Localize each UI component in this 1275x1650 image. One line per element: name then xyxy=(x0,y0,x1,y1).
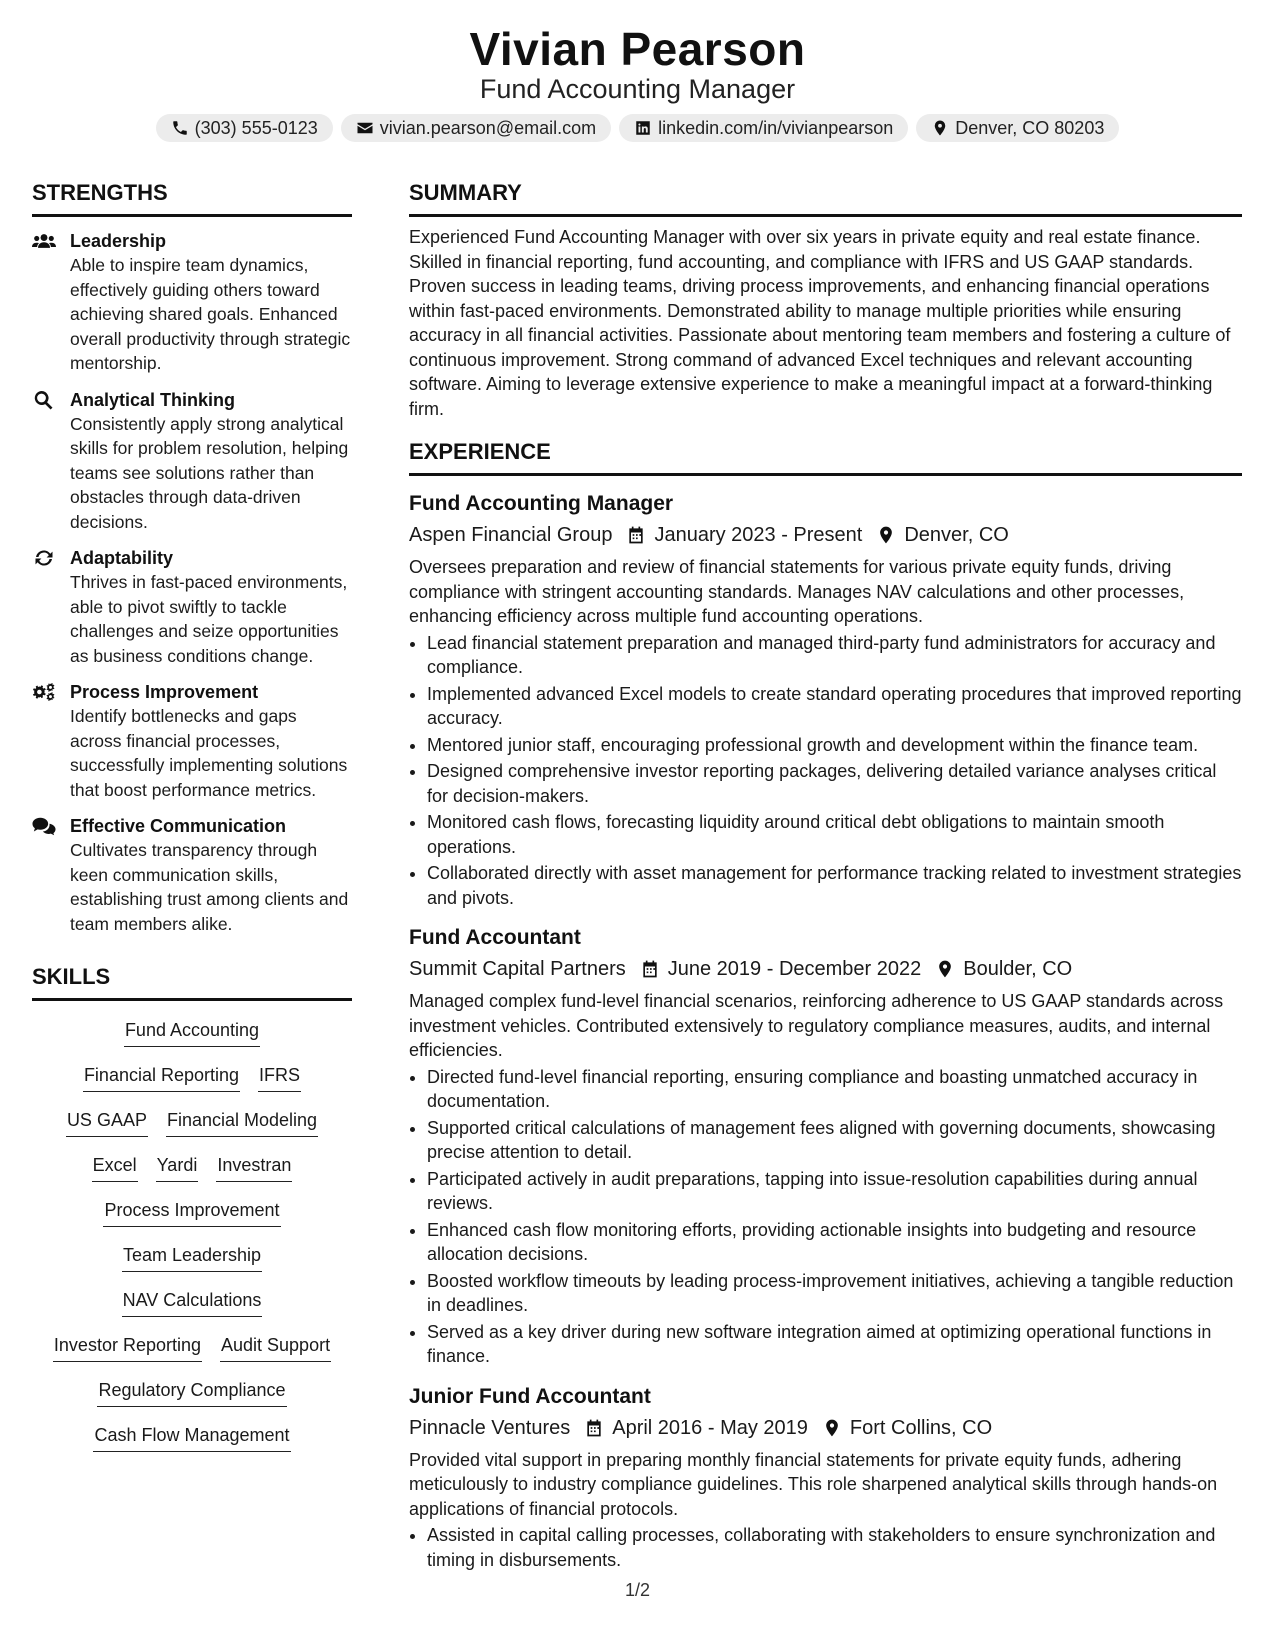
left-column xyxy=(32,178,352,1463)
skill-row xyxy=(66,1103,318,1148)
strength-desc: Thrives in fast-paced environments, able to pivot swiftly to tackle challenges and seize opportunities as business conditions change. xyxy=(70,572,348,666)
job-entry xyxy=(409,1383,1242,1573)
strength-desc: Consistently apply strong analytical skills for problem resolution, helping teams see solutions rather than obstacles through data-driven decisions. xyxy=(70,413,349,532)
gears-icon xyxy=(32,682,56,702)
skill-tag: Financial Modeling xyxy=(166,1109,318,1137)
map-pin-icon xyxy=(935,959,955,979)
job-bullet: • Supported critical calculations of management fees aligned with governing documents, showcasing precise attention to detail. xyxy=(427,1116,1242,1165)
skill-row xyxy=(122,1283,263,1328)
contact-email-text: vivian.pearson@email.com xyxy=(379,117,597,138)
skill-tag: Process Improvement xyxy=(103,1199,280,1227)
users-icon xyxy=(32,231,56,251)
job-title: Fund Accountant xyxy=(409,926,581,949)
skill-row xyxy=(122,1238,262,1283)
job-bullet: • Mentored junior staff, encouraging professional growth and development within the finance team. xyxy=(427,733,1242,758)
job-entry xyxy=(409,924,1242,1369)
summary-heading: SUMMARY xyxy=(409,178,1242,217)
strength-title: Leadership xyxy=(70,231,167,251)
skill-tag: NAV Calculations xyxy=(122,1289,263,1317)
job-meta xyxy=(409,521,1242,549)
skill-row xyxy=(92,1148,293,1193)
linkedin-icon xyxy=(634,119,652,137)
job-company: Pinnacle Ventures xyxy=(409,1416,571,1439)
strength-item xyxy=(32,814,352,936)
map-pin-icon xyxy=(931,119,949,137)
page-number: 1/2 xyxy=(624,1580,651,1600)
job-bullet: • Monitored cash flows, forecasting liquidity around critical debt obligations to maintain smooth operations. xyxy=(427,810,1242,859)
job-title: Junior Fund Accountant xyxy=(409,1384,651,1408)
job-company: Summit Capital Partners xyxy=(409,958,626,980)
job-bullets xyxy=(409,631,1242,911)
job-bullet: • Boosted workflow timeouts by leading process-improvement initiatives, achieving a tangible reduction in deadlines. xyxy=(427,1269,1242,1318)
skill-tag: Cash Flow Management xyxy=(93,1424,290,1452)
job-description: Oversees preparation and review of financial statements for various private equity funds, driving compliance with stringent accounting standards. Manages NAV calculations and other processes, enhancing efficiency across multiple fund accounting operations. xyxy=(409,557,1185,626)
contact-email[interactable] xyxy=(341,114,611,142)
skill-row xyxy=(97,1373,286,1418)
magnifier-icon xyxy=(32,390,56,410)
job-meta xyxy=(409,1414,1242,1442)
job-location: Boulder, CO xyxy=(963,958,1073,980)
strength-desc: Able to inspire team dynamics, effectively guiding others toward achieving shared goals. Enhanced overall productivity through strategic mentorship. xyxy=(70,255,351,373)
job-title: Fund Accounting Manager xyxy=(409,492,674,515)
job-bullets xyxy=(409,1523,1242,1572)
job-dates: April 2016 - May 2019 xyxy=(612,1416,808,1439)
map-pin-icon xyxy=(876,525,896,545)
job-bullet: • Directed fund-level financial reporting, ensuring compliance and boasting unmatched accuracy in documentation. xyxy=(427,1065,1242,1114)
skill-tag: Regulatory Compliance xyxy=(97,1379,286,1407)
job-bullet: • Served as a key driver during new software integration aimed at optimizing operational functions in finance. xyxy=(427,1320,1242,1369)
job-meta xyxy=(409,955,1242,983)
summary-text: Experienced Fund Accounting Manager with over six years in private equity and real estate finance. Skilled in financial reporting, fund accounting, and compliance with IFRS and US GAAP standards. Proven success in leading teams, driving process improvements, and enhancing financial operations within fast-paced environments. Demonstrated ability to manage multiple priorities while ensuring accuracy in all financial activities. Passionate about mentoring team members and fostering a culture of continuous improvement. Strong command of advanced Excel techniques and relevant accounting software. Aiming to leverage extensive experience to make a meaningful impact at a forward-thinking firm. xyxy=(409,227,1231,419)
job-bullet: • Lead financial statement preparation and managed third-party fund administrators for accuracy and compliance. xyxy=(427,631,1242,680)
skill-row xyxy=(83,1058,301,1103)
job-bullet: • Enhanced cash flow monitoring efforts, providing actionable insights into budgeting and resource allocation decisions. xyxy=(427,1218,1242,1267)
job-description: Managed complex fund-level financial scenarios, reinforcing adherence to US GAAP standards across investment vehicles. Contributed extensively to regulatory compliance measures, audits, and internal efficiencies. xyxy=(409,991,1224,1060)
right-column xyxy=(409,178,1242,1574)
contact-phone-text: (303) 555-0123 xyxy=(194,117,318,138)
job-company: Aspen Financial Group xyxy=(409,524,613,546)
job-bullet: • Designed comprehensive investor reporting packages, delivering detailed variance analyses critical for decision-makers. xyxy=(427,759,1242,808)
job-bullet: • Implemented advanced Excel models to create standard operating procedures that improved reporting accuracy. xyxy=(427,682,1242,731)
contact-linkedin[interactable] xyxy=(619,114,908,142)
strength-title: Effective Communication xyxy=(70,816,287,836)
skill-tag: IFRS xyxy=(258,1064,301,1092)
skill-row xyxy=(93,1418,290,1463)
chat-bubbles-icon xyxy=(32,816,56,836)
candidate-title: Fund Accounting Manager xyxy=(479,74,796,104)
skill-tag: Fund Accounting xyxy=(124,1019,260,1047)
contact-location-text: Denver, CO 80203 xyxy=(955,117,1105,138)
job-bullet: • Collaborated directly with asset management for performance tracking related to investment strategies and pivots. xyxy=(427,861,1242,910)
job-bullet: • Assisted in capital calling processes, collaborating with stakeholders to ensure synchronization and timing in disbursements. xyxy=(427,1523,1242,1572)
skill-tag: Yardi xyxy=(156,1154,199,1182)
job-location: Fort Collins, CO xyxy=(849,1416,993,1439)
strength-title: Adaptability xyxy=(70,548,174,568)
skill-row xyxy=(53,1328,331,1373)
job-description: Provided vital support in preparing monthly financial statements for private equity funds, adhering meticulously to industry compliance guidelines. This role sharpened analytical skills through hands-on applications of financial protocols. xyxy=(409,1449,1218,1519)
candidate-name: Vivian Pearson xyxy=(469,23,806,75)
job-entry xyxy=(409,490,1242,910)
skill-tag: Team Leadership xyxy=(122,1244,262,1272)
strength-item xyxy=(32,388,352,535)
sync-icon xyxy=(32,548,56,568)
contact-location xyxy=(916,114,1119,142)
contact-bar xyxy=(0,114,1275,142)
skill-tag: Audit Support xyxy=(220,1334,331,1362)
strengths-heading: STRENGTHS xyxy=(32,178,352,217)
skill-tag: Excel xyxy=(92,1154,138,1182)
skill-tag: US GAAP xyxy=(66,1109,148,1137)
strength-item xyxy=(32,229,352,376)
skill-tag: Investor Reporting xyxy=(53,1334,202,1362)
strength-desc: Identify bottlenecks and gaps across financial processes, successfully implementing solutions that boost performance metrics. xyxy=(70,706,348,800)
skill-row xyxy=(124,1013,260,1058)
skill-row xyxy=(103,1193,280,1238)
calendar-icon xyxy=(626,525,646,545)
envelope-icon xyxy=(356,119,374,137)
contact-linkedin-text: linkedin.com/in/vivianpearson xyxy=(658,117,894,138)
calendar-icon xyxy=(640,959,660,979)
job-bullets xyxy=(409,1065,1242,1369)
job-bullet: • Participated actively in audit preparations, tapping into issue-resolution capabilities during annual reviews. xyxy=(427,1167,1242,1216)
skill-tag: Investran xyxy=(216,1154,292,1182)
skill-tag: Financial Reporting xyxy=(83,1064,240,1092)
strength-title: Process Improvement xyxy=(70,682,259,702)
skills-list xyxy=(32,1013,352,1463)
job-location: Denver, CO xyxy=(904,524,1009,546)
calendar-icon xyxy=(584,1418,604,1438)
strength-title: Analytical Thinking xyxy=(70,389,236,410)
job-dates: June 2019 - December 2022 xyxy=(667,958,922,980)
map-pin-icon xyxy=(822,1418,842,1438)
phone-icon xyxy=(171,119,189,137)
strength-desc: Cultivates transparency through keen communication skills, establishing trust among clients and team members alike. xyxy=(70,840,349,934)
strength-item xyxy=(32,680,352,802)
strength-item xyxy=(32,546,352,668)
experience-heading: EXPERIENCE xyxy=(409,437,1242,476)
contact-phone[interactable] xyxy=(156,114,333,142)
job-dates: January 2023 - Present xyxy=(654,524,863,546)
skills-heading: SKILLS xyxy=(32,962,352,1001)
